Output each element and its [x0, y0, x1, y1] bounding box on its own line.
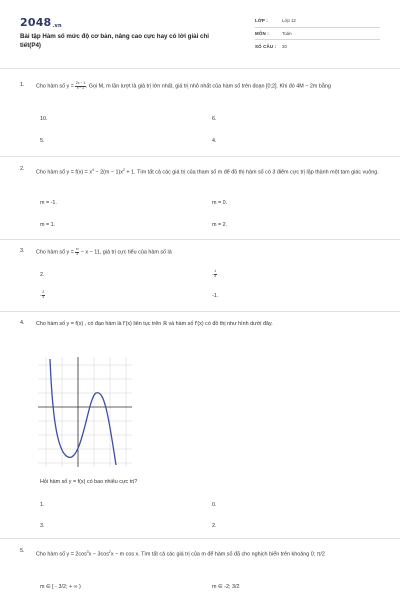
question-text	[36, 248, 380, 257]
option-a[interactable]: m ∈ [ - 3/2; + ∞ )	[40, 584, 81, 590]
question-text-part: + 1. Tìm tất cả các giá trị của tham số m để đồ thị hàm số có 3 điểm cực trị lập thành một tam giác vuông.	[124, 169, 379, 176]
meta-table	[255, 15, 380, 53]
question-text-part: Cho hàm số y = 2cos	[36, 551, 87, 558]
fraction-numerator: 2	[42, 290, 45, 294]
question-text-part: Cho hàm số y =	[36, 249, 76, 256]
fraction	[75, 82, 85, 90]
question-number: 5.	[20, 548, 25, 554]
option-c[interactable]: 3.	[40, 523, 45, 529]
option-b[interactable]: m = 0.	[212, 200, 228, 206]
question-text: Cho hàm số y = f(x) , có đạo hàm là f'(x) liên tục trên ℝ và hàm số f'(x) có đồ thị như hình dưới đây.	[36, 321, 273, 327]
question-prompt: Hỏi hàm số y = f(x) có bao nhiêu cực trị?	[40, 479, 138, 485]
option-a[interactable]: 10.	[40, 116, 48, 122]
meta-row-count	[255, 40, 380, 53]
option-a[interactable]: 1.	[40, 502, 45, 508]
option-c[interactable]: m = 1.	[40, 222, 56, 228]
question-text	[36, 82, 380, 91]
option-d[interactable]: 2.	[212, 523, 217, 529]
question-3	[20, 248, 380, 313]
fraction	[42, 291, 45, 299]
meta-key: MÔN :	[255, 30, 269, 36]
logo-text: 2048	[20, 16, 52, 29]
question-text	[36, 166, 380, 177]
question-number: 4.	[20, 320, 25, 326]
fraction-numerator: 2x − 1	[75, 81, 86, 85]
logo-suffix: .vn	[52, 23, 62, 29]
option-c[interactable]: 5.	[40, 138, 45, 144]
document-title: Bài tập Hàm số mức độ cơ bản, nâng cao cực hay có lời giải chi tiết(P4)	[20, 33, 209, 49]
option-d[interactable]: 4.	[212, 138, 217, 144]
option-d[interactable]: -1.	[212, 293, 219, 299]
divider	[0, 538, 400, 539]
fraction-denominator: x − 2	[76, 85, 85, 90]
meta-value: Toán	[282, 30, 292, 36]
question-text-part: − x − 11, giá trị cực tiểu của hàm số là	[79, 249, 172, 256]
question-2	[20, 166, 380, 236]
divider	[0, 156, 400, 157]
fraction-denominator: 3	[42, 294, 45, 299]
fraction-denominator: 3	[76, 251, 79, 256]
question-text	[36, 548, 380, 559]
option-b[interactable]: 6.	[212, 116, 217, 122]
option-b[interactable]: - $\frac{1}{3}$	[212, 269, 217, 278]
meta-value: Lớp 12	[282, 18, 296, 24]
option-a[interactable]: 2.	[40, 272, 45, 278]
question-text-part: Cho hàm số y = f(x) = x	[36, 169, 93, 176]
fraction	[214, 270, 217, 278]
site-logo[interactable]	[20, 16, 62, 29]
superscript: 2	[108, 550, 111, 554]
meta-key: LỚP :	[255, 18, 268, 24]
option-c[interactable]: - $\frac{2}{3}$	[40, 290, 45, 299]
divider	[0, 311, 400, 312]
meta-key: SỐ CÂU :	[255, 43, 277, 49]
option-b[interactable]: 0.	[212, 502, 217, 508]
meta-value: 30	[282, 43, 287, 49]
document-header	[20, 12, 382, 58]
option-b[interactable]: m ∈ -2; 3/2	[212, 584, 240, 590]
question-5	[20, 548, 380, 598]
superscript: 2	[122, 168, 125, 172]
divider	[0, 239, 400, 240]
fraction-numerator: x³	[75, 247, 79, 251]
question-text-part: Cho hàm số y =	[36, 83, 76, 90]
divider	[0, 68, 400, 69]
question-text-part: x − m cos x. Tìm tất cả các giá trị của m để hàm số đã cho nghịch biến trên khoảng 0; π/2	[110, 551, 325, 558]
question-number: 3.	[20, 248, 25, 254]
question-text-part: − 2(m − 1)x	[93, 169, 123, 176]
question-text-part: . Gọi M, m lần lượt là giá trị lớn nhất, giá trị nhỏ nhất của hàm số trên đoạn [0;2]. Khi đó 4M − 2m bằng	[85, 83, 331, 90]
meta-row-class	[255, 15, 380, 28]
superscript: 3	[86, 550, 89, 554]
question-1	[20, 82, 380, 157]
superscript: 4	[92, 168, 94, 172]
meta-row-subject	[255, 28, 380, 41]
option-a[interactable]: m = -1.	[40, 200, 57, 206]
graph-grid	[38, 357, 132, 467]
option-d[interactable]: m = 2.	[212, 222, 228, 228]
derivative-graph	[38, 357, 132, 467]
question-text-part: x − 3cos	[88, 551, 109, 558]
fraction-numerator: 1	[214, 269, 217, 273]
question-number: 1.	[20, 82, 25, 88]
fraction-denominator: 3	[214, 273, 217, 278]
question-number: 2.	[20, 166, 25, 172]
